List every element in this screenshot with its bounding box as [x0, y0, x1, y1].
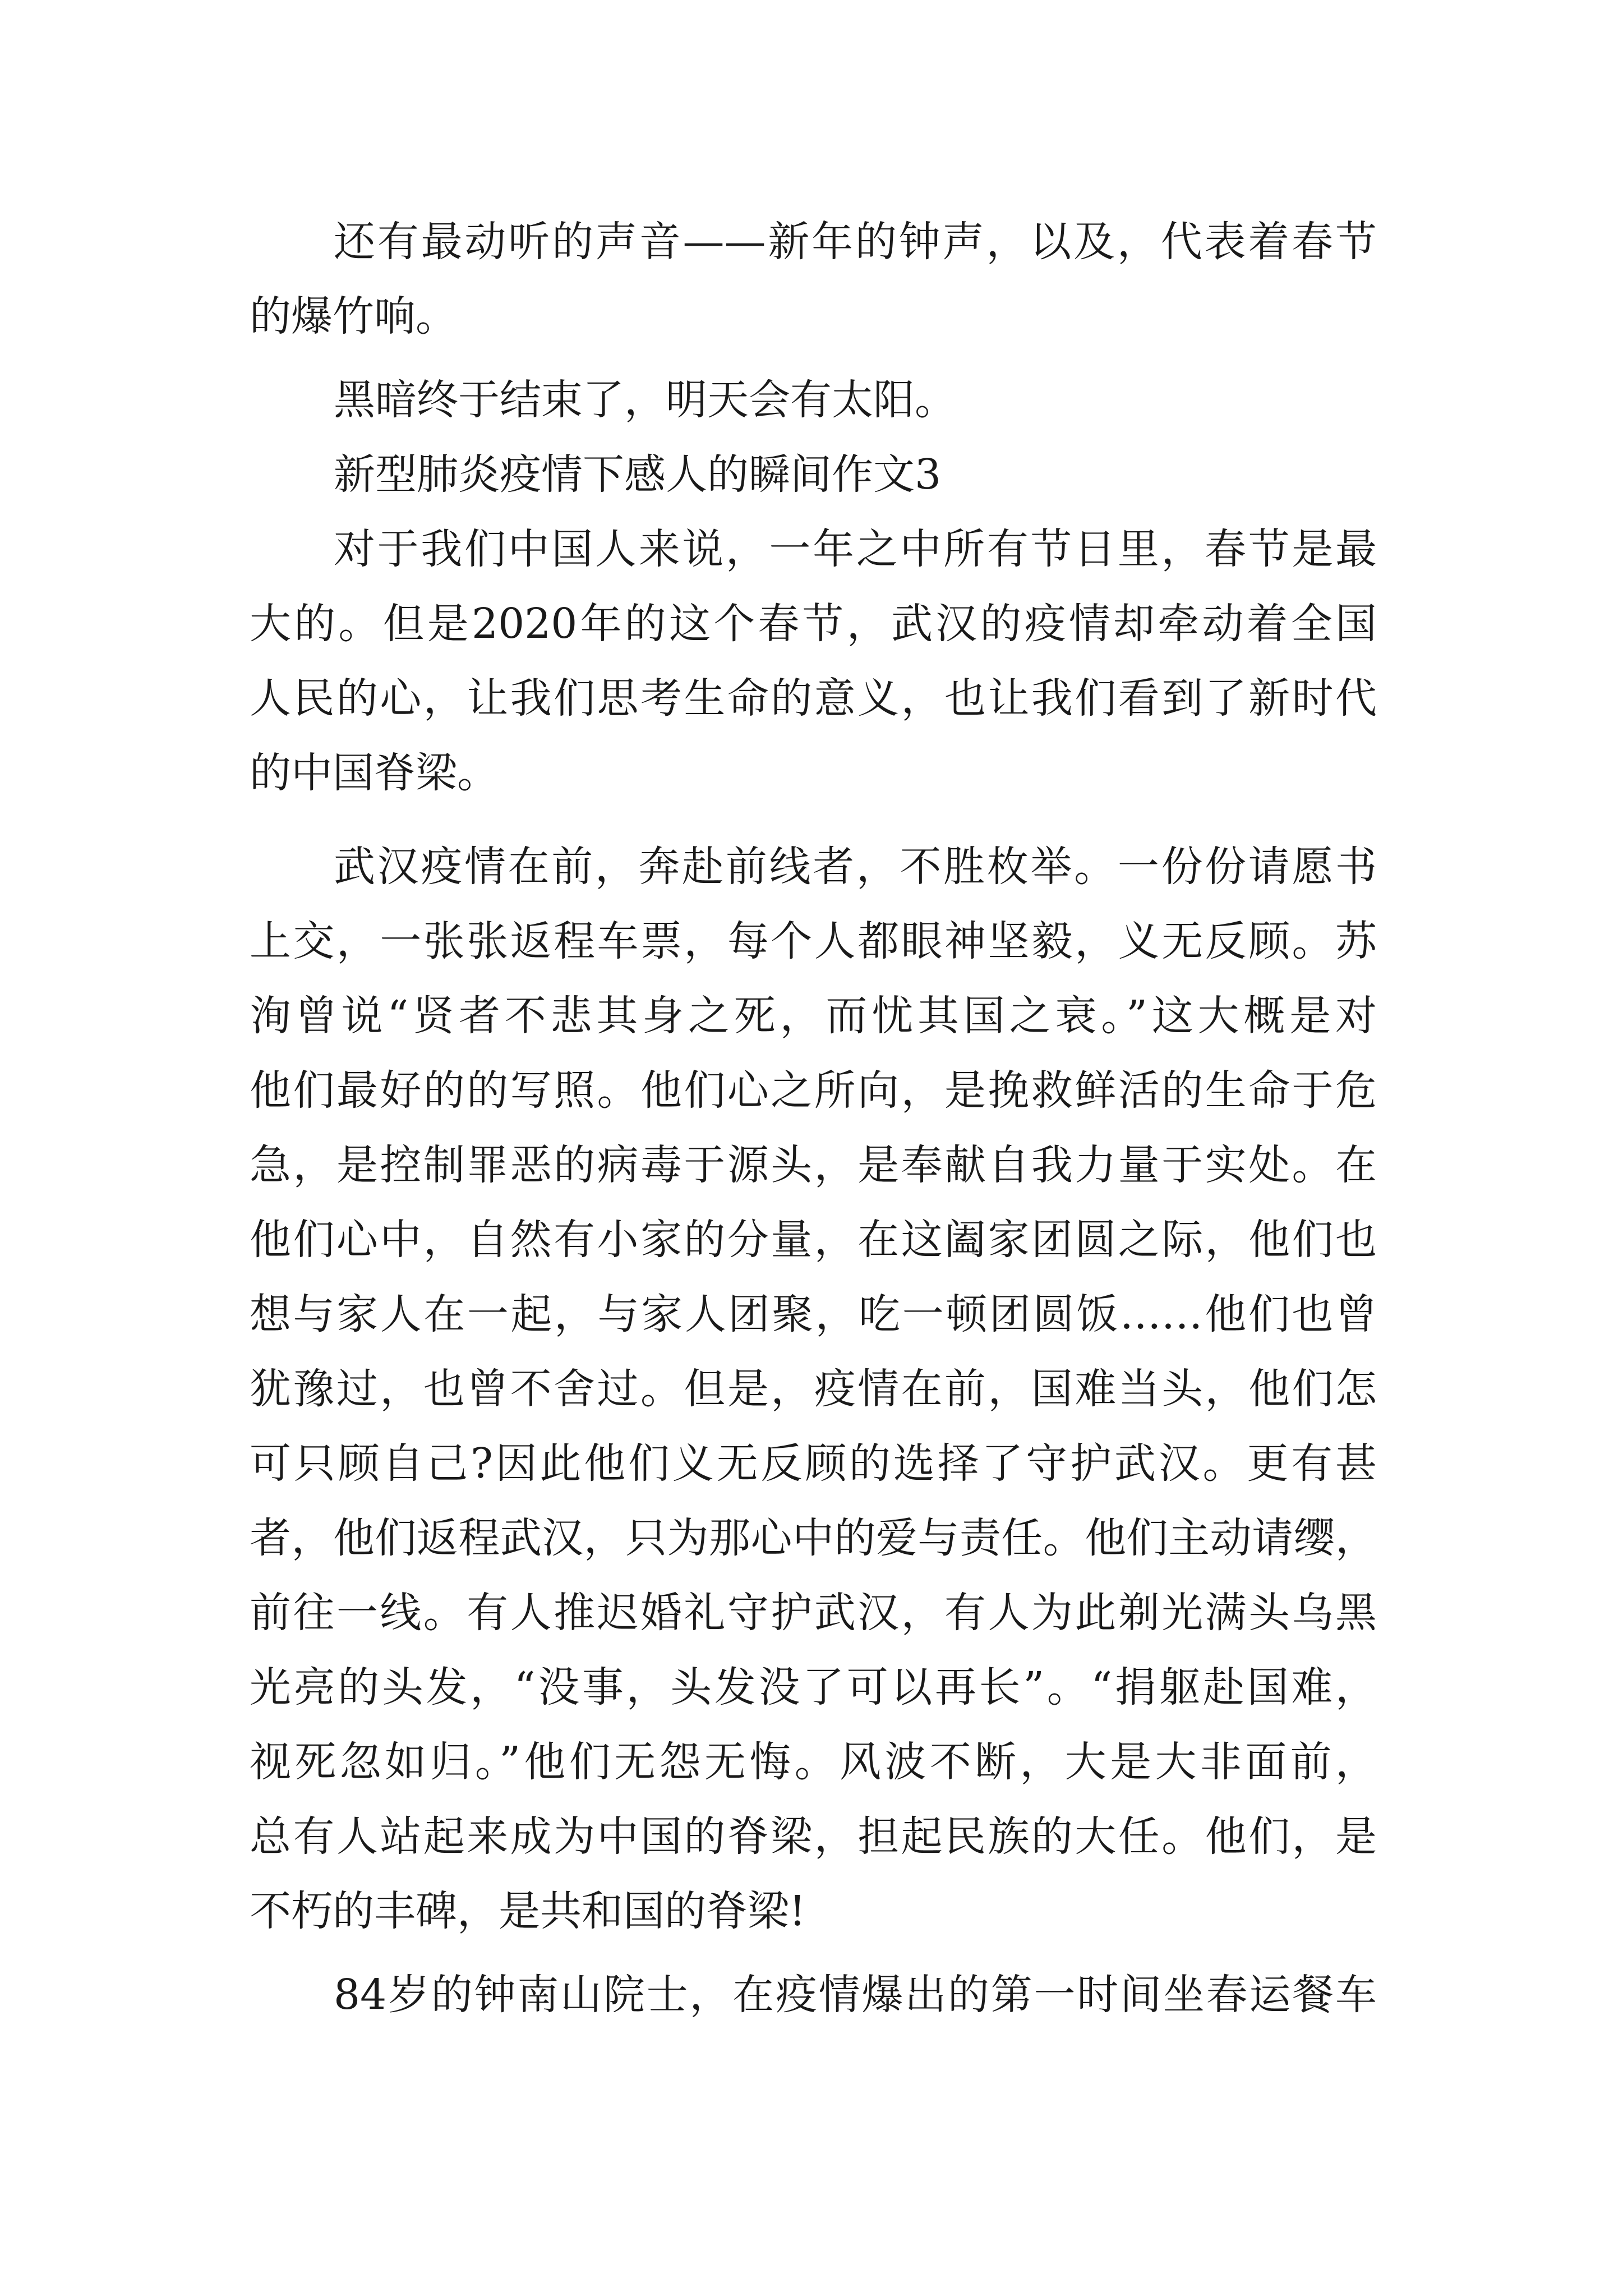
text-line: 的爆竹响。: [250, 292, 457, 341]
text-line: 者，他们返程武汉，只为那心中的爱与责任。他们主动请缨，: [250, 1514, 1377, 1562]
article-body: [250, 205, 1377, 2032]
text-line: 还有最动听的声音——新年的钟声，以及，代表着春节: [334, 218, 1377, 266]
text-line: 犹豫过，也曾不舍过。但是，疫情在前，国难当头，他们怎: [250, 1365, 1377, 1413]
text-line: 不朽的丰碑，是共和国的脊梁!: [250, 1887, 806, 1935]
text-line: 的中国脊梁。: [250, 749, 499, 797]
text-line: 洵曾说“贤者不悲其身之死，而忧其国之衰。”这大概是对: [250, 992, 1377, 1040]
heading-text: 新型肺炎疫情下感人的瞬间作文3: [334, 450, 942, 499]
section-heading: [250, 438, 1377, 512]
text-line: 光亮的头发，“没事，头发没了可以再长”。“捐躯赴国难，: [250, 1663, 1377, 1711]
text-line: 总有人站起来成为中国的脊梁，担起民族的大任。他们，是: [250, 1812, 1377, 1861]
text-line: 可只顾自己?因此他们义无反顾的选择了守护武汉。更有甚: [250, 1439, 1377, 1488]
text-line: 对于我们中国人来说，一年之中所有节日里，春节是最: [334, 525, 1377, 573]
paragraph: [250, 830, 1377, 1949]
text-line: 84岁的钟南山院士，在疫情爆出的第一时间坐春运餐车: [334, 1971, 1377, 2019]
text-line: 上交，一张张返程车票，每个人都眼神坚毅，义无反顾。苏: [250, 917, 1377, 965]
text-line: 他们最好的的写照。他们心之所向，是挽救鲜活的生命于危: [250, 1066, 1377, 1115]
paragraph: [250, 1958, 1377, 2032]
paragraph: [250, 363, 1377, 438]
text-line: 黑暗终于结束了，明天会有太阳。: [334, 376, 956, 424]
text-line: 想与家人在一起，与家人团聚，吃一顿团圆饭……他们也曾: [250, 1290, 1377, 1338]
text-line: 视死忽如归。”他们无怨无悔。风波不断，大是大非面前，: [250, 1738, 1377, 1786]
text-line: 他们心中，自然有小家的分量，在这阖家团圆之际，他们也: [250, 1216, 1377, 1264]
text-line: 前往一线。有人推迟婚礼守护武汉，有人为此剃光满头乌黑: [250, 1589, 1377, 1637]
paragraph: [250, 512, 1377, 811]
text-line: 武汉疫情在前，奔赴前线者，不胜枚举。一份份请愿书: [334, 843, 1377, 891]
text-line: 人民的心，让我们思考生命的意义，也让我们看到了新时代: [250, 674, 1377, 723]
text-line: 大的。但是2020年的这个春节，武汉的疫情却牵动着全国: [250, 600, 1377, 648]
text-line: 急，是控制罪恶的病毒于源头，是奉献自我力量于实处。在: [250, 1141, 1377, 1189]
paragraph: [250, 205, 1377, 354]
